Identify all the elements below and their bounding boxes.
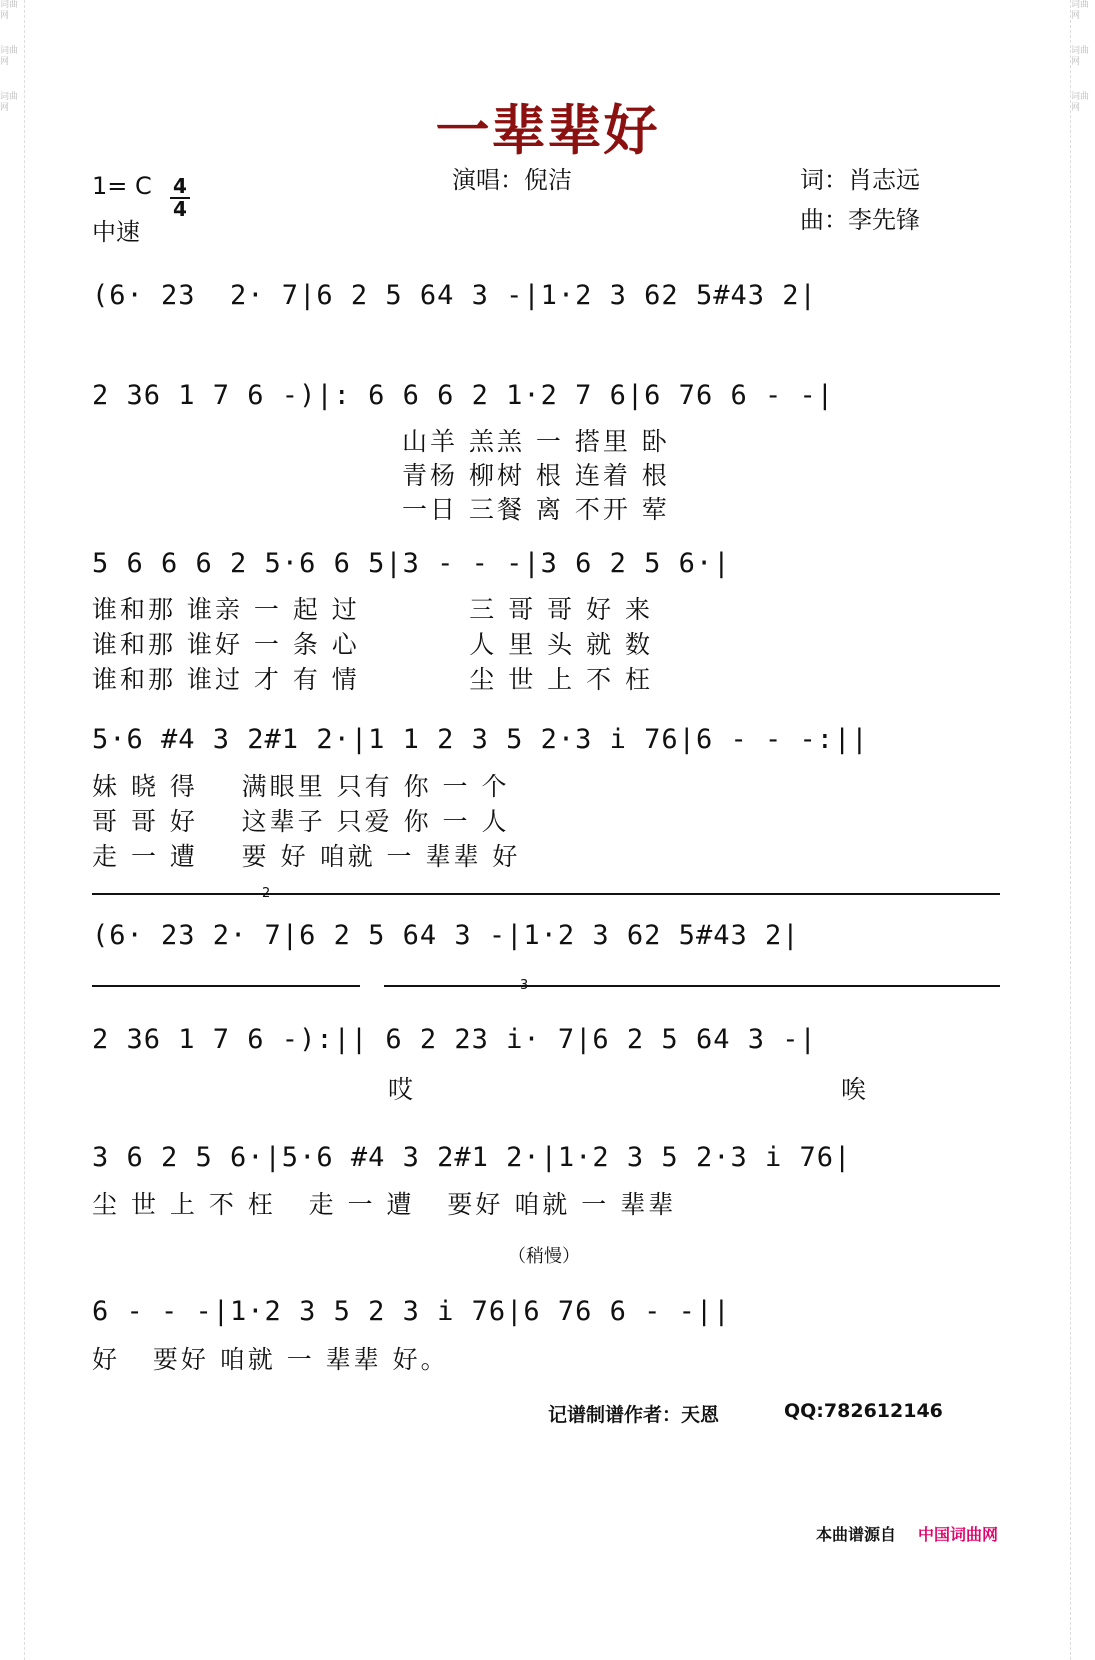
side-mark: 词曲网 (1071, 46, 1090, 67)
notation-row-3: 5 6 6 6 2 5·6 6 5|3 - - -|3 6 2 5 6·| (92, 548, 731, 579)
lyric-line: 山羊 羔羔 一 搭里 卧 (402, 427, 670, 456)
source-site-link[interactable]: 中国词曲网 (918, 1525, 999, 1544)
lyric-line: 走 一 遭 要 好 咱就 一 辈辈 好 (92, 842, 521, 871)
lyric-line: 哎 唉 (388, 1075, 1076, 1104)
lyric-line: 一日 三餐 离 不开 荤 (402, 495, 670, 524)
tempo-change-mark: （稍慢） (508, 1246, 580, 1267)
lyricist-credit: 词：肖志远 (800, 166, 920, 194)
volta-bracket (92, 985, 360, 987)
notation-row-1: (6· 23 2· 7|6 2 5 64 3 -|1·2 3 62 5#43 2| (92, 280, 817, 311)
tempo-mark: 中速 (92, 218, 140, 246)
time-signature (170, 176, 190, 220)
side-mark: 词曲网 (0, 46, 19, 67)
singer-credit: 演唱：倪洁 (452, 166, 572, 194)
notation-row-2: 2 36 1 7 6 -)|: 6 6 6 2 1·2 7 6|6 76 6 - -| (92, 380, 834, 411)
lyric-line: 谁和那 谁亲 一 起 过 三 哥 哥 好 来 (92, 595, 654, 624)
time-denominator: 4 (170, 197, 190, 220)
notation-row-6: 2 36 1 7 6 -):|| 6 2 23 i· 7|6 2 5 64 3 -| (92, 1024, 817, 1055)
lyric-line: 谁和那 谁好 一 条 心 人 里 头 就 数 (92, 630, 654, 659)
left-watermark-strip (0, 0, 25, 1660)
lyric-line: 哥 哥 好 这辈子 只爱 你 一 人 (92, 807, 510, 836)
notation-row-4: 5·6 #4 3 2#1 2·|1 1 2 3 5 2·3 i 76|6 - - -:|| (92, 724, 869, 755)
side-mark: 词曲网 (0, 92, 19, 113)
volta-number: 2 (262, 886, 271, 901)
lyric-line: 谁和那 谁过 才 有 情 尘 世 上 不 枉 (92, 665, 654, 694)
volta-bracket (92, 893, 1000, 895)
side-mark: 词曲网 (1071, 0, 1090, 21)
time-numerator: 4 (173, 174, 187, 198)
lyric-line: 好 要好 咱就 一 辈辈 好。 (92, 1345, 449, 1374)
composer-credit: 曲：李先锋 (800, 206, 920, 234)
lyric-line: 青杨 柳树 根 连着 根 (402, 461, 670, 490)
side-mark: 词曲网 (0, 0, 19, 21)
source-label: 本曲谱源自 (816, 1525, 897, 1544)
volta-number: 3 (520, 978, 529, 993)
contact-qq: QQ:782612146 (784, 1400, 943, 1422)
transcriber-credit: 记谱制谱作者：天恩 (548, 1404, 720, 1426)
lyric-line: 尘 世 上 不 枉 走 一 遭 要好 咱就 一 辈辈 (92, 1190, 677, 1219)
song-title: 一辈辈好 (435, 99, 660, 162)
volta-bracket (384, 985, 1000, 987)
notation-row-8: 6 - - -|1·2 3 5 2 3 i 76|6 76 6 - -|| (92, 1296, 731, 1327)
right-watermark-strip (1070, 0, 1095, 1660)
notation-row-7: 3 6 2 5 6·|5·6 #4 3 2#1 2·|1·2 3 5 2·3 i 76| (92, 1142, 852, 1173)
key-signature: 1= C (92, 172, 152, 200)
lyric-line: 妹 晓 得 满眼里 只有 你 一 个 (92, 772, 510, 801)
notation-row-5: (6· 23 2· 7|6 2 5 64 3 -|1·2 3 62 5#43 2| (92, 920, 800, 951)
side-mark: 词曲网 (1071, 92, 1090, 113)
